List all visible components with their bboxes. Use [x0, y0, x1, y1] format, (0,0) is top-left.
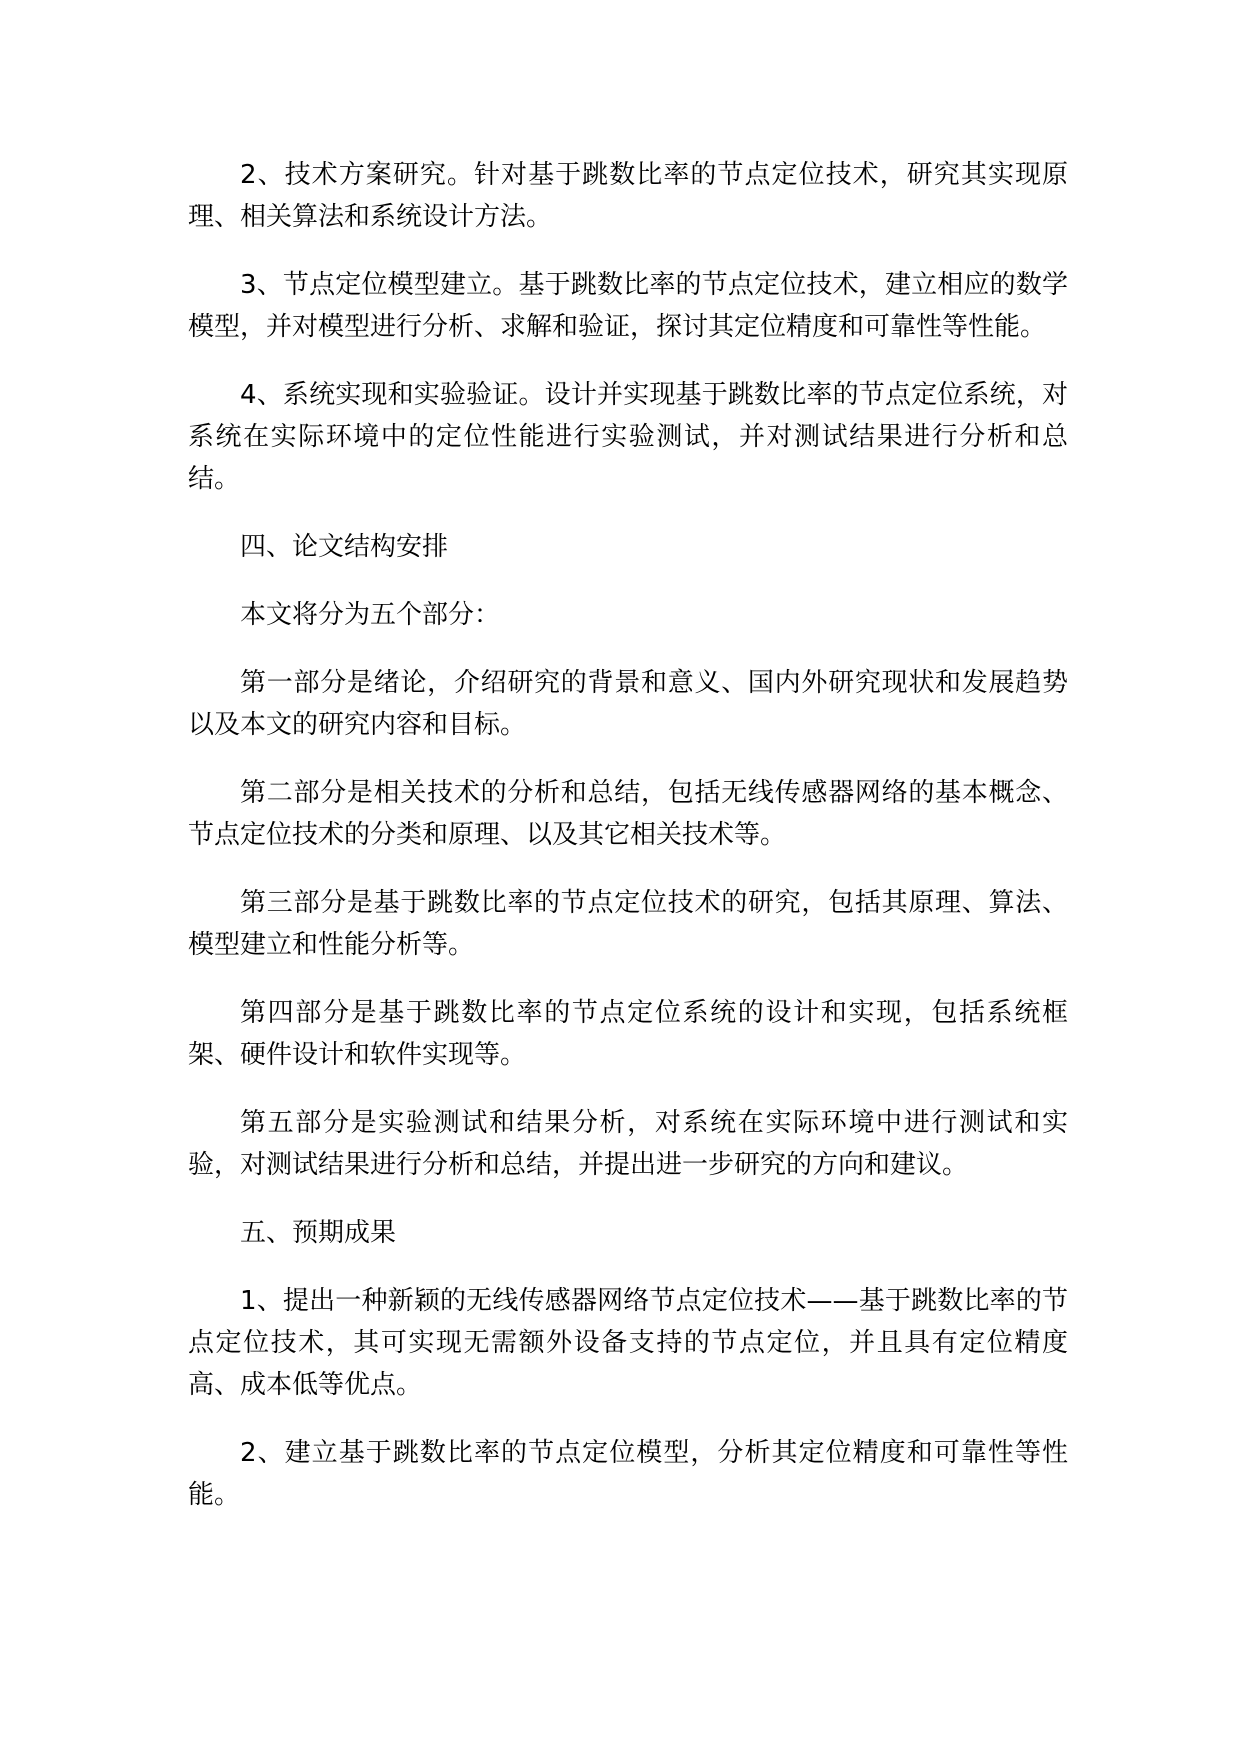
paragraph-part-4: 第四部分是基于跳数比率的节点定位系统的设计和实现，包括系统框架、硬件设计和软件实现等。 [188, 998, 1068, 1070]
section-heading-expected-results: 五、预期成果 [240, 1218, 397, 1248]
paragraph-result-item-1: 1、提出一种新颖的无线传感器网络节点定位技术——基于跳数比率的节点定位技术，其可实现无需额外设备支持的节点定位，并且具有定位精度高、成本低等优点。 [188, 1286, 1068, 1400]
paragraph-structure-intro: 本文将分为五个部分： [240, 600, 501, 630]
section-heading-structure: 四、论文结构安排 [240, 532, 449, 562]
paragraph-part-5: 第五部分是实验测试和结果分析，对系统在实际环境中进行测试和实验，对测试结果进行分析和总结，并提出进一步研究的方向和建议。 [188, 1108, 1068, 1180]
paragraph-research-item-2: 2、技术方案研究。针对基于跳数比率的节点定位技术，研究其实现原理、相关算法和系统设计方法。 [188, 160, 1068, 232]
paragraph-part-3: 第三部分是基于跳数比率的节点定位技术的研究，包括其原理、算法、模型建立和性能分析等。 [188, 888, 1068, 960]
paragraph-result-item-2: 2、建立基于跳数比率的节点定位模型，分析其定位精度和可靠性等性能。 [188, 1438, 1068, 1510]
paragraph-part-1: 第一部分是绪论，介绍研究的背景和意义、国内外研究现状和发展趋势以及本文的研究内容和目标。 [188, 668, 1068, 740]
paragraph-research-item-3: 3、节点定位模型建立。基于跳数比率的节点定位技术，建立相应的数学模型，并对模型进行分析、求解和验证，探讨其定位精度和可靠性等性能。 [188, 270, 1068, 342]
paragraph-research-item-4: 4、系统实现和实验验证。设计并实现基于跳数比率的节点定位系统，对系统在实际环境中的定位性能进行实验测试，并对测试结果进行分析和总结。 [188, 380, 1068, 494]
document-body [188, 154, 1068, 1542]
paragraph-part-2: 第二部分是相关技术的分析和总结，包括无线传感器网络的基本概念、节点定位技术的分类和原理、以及其它相关技术等。 [188, 778, 1068, 850]
